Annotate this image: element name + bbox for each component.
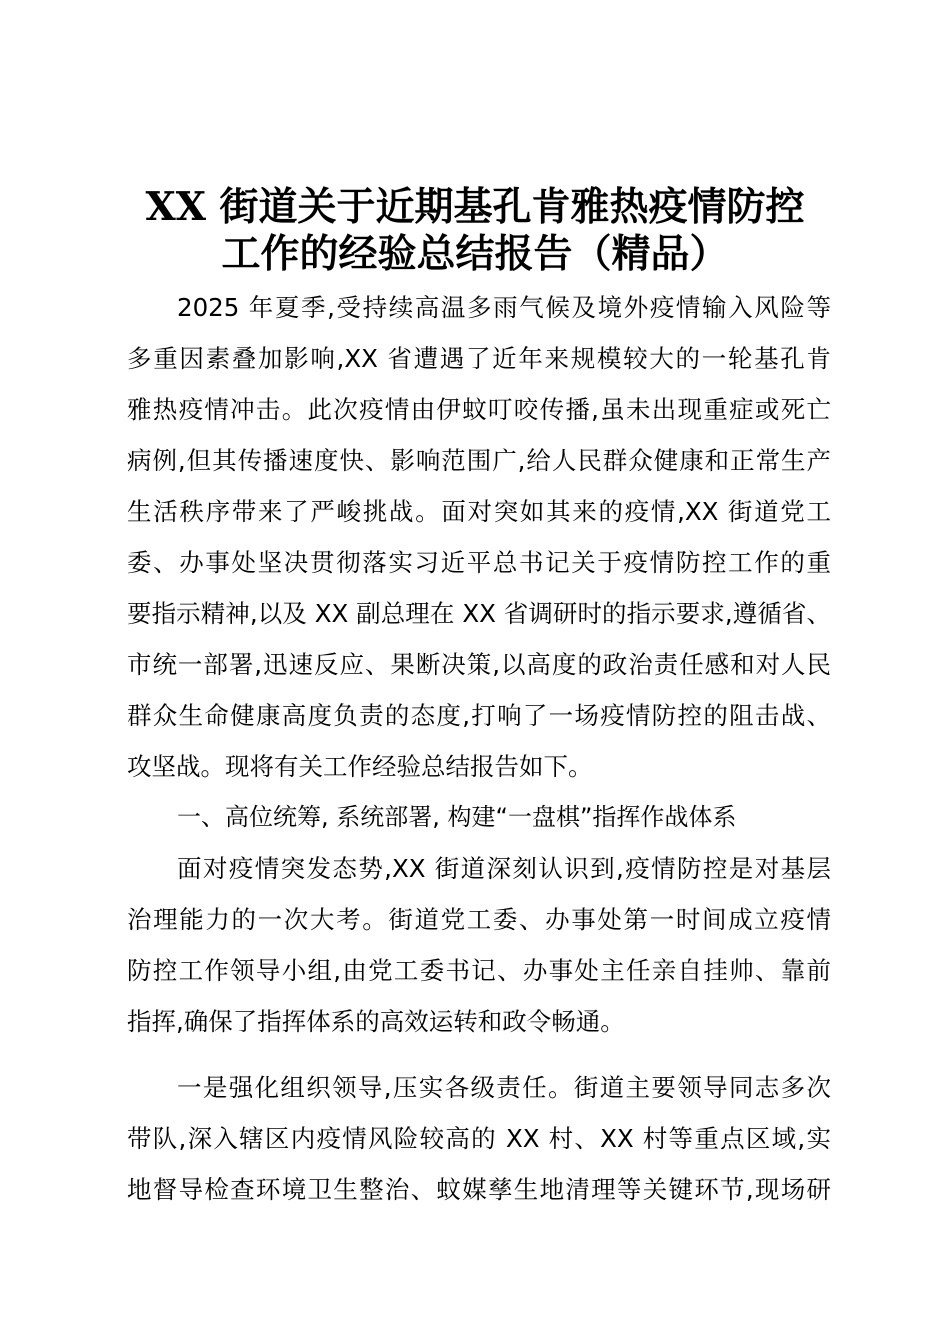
paragraph-line: 2025 年夏季,受持续高温多雨气候及境外疫情输入风险等	[177, 293, 831, 322]
paragraph-line: 面对疫情突发态势,XX 街道深刻认识到,疫情防控是对基层	[177, 854, 831, 883]
paragraph-line: 治理能力的一次大考。街道党工委、办事处第一时间成立疫情	[127, 905, 831, 934]
paragraph-line: 委、办事处坚决贯彻落实习近平总书记关于疫情防控工作的重	[127, 548, 831, 577]
paragraph-line: 指挥,确保了指挥体系的高效运转和政令畅通。	[127, 1007, 625, 1036]
document-body	[127, 282, 831, 1215]
paragraph-line: 带队,深入辖区内疫情风险较高的 XX 村、XX 村等重点区域,实	[127, 1124, 831, 1153]
paragraph-line: 病例,但其传播速度快、影响范围广,给人民群众健康和正常生产	[127, 446, 831, 475]
paragraph-line: 要指示精神,以及 XX 副总理在 XX 省调研时的指示要求,遵循省、	[127, 599, 831, 628]
paragraph-line: 市统一部署,迅速反应、果断决策,以高度的政治责任感和对人民	[127, 650, 831, 679]
paragraph-line: 一是强化组织领导,压实各级责任。街道主要领导同志多次	[177, 1073, 831, 1102]
paragraph-line: 防控工作领导小组,由党工委书记、办事处主任亲自挂帅、靠前	[127, 956, 831, 985]
paragraph-line: 群众生命健康高度负责的态度,打响了一场疫情防控的阻击战、	[127, 701, 831, 730]
paragraph-line: 雅热疫情冲击。此次疫情由伊蚊叮咬传播,虽未出现重症或死亡	[127, 395, 831, 424]
section-heading: 一、高位统筹, 系统部署, 构建“一盘棋”指挥作战体系	[177, 803, 737, 831]
paragraph-line: 生活秩序带来了严峻挑战。面对突如其来的疫情,XX 街道党工	[127, 497, 831, 526]
paragraph-line: 攻坚战。现将有关工作经验总结报告如下。	[127, 752, 593, 781]
document-title-line-1: XX 街道关于近期基孔肯雅热疫情防控	[145, 184, 805, 230]
paragraph-line: 多重因素叠加影响,XX 省遭遇了近年来规模较大的一轮基孔肯	[127, 344, 831, 373]
paragraph-line: 地督导检查环境卫生整治、蚊媒孳生地清理等关键环节,现场研	[127, 1175, 831, 1204]
document-title-line-2: 工作的经验总结报告（精品）	[221, 231, 729, 277]
